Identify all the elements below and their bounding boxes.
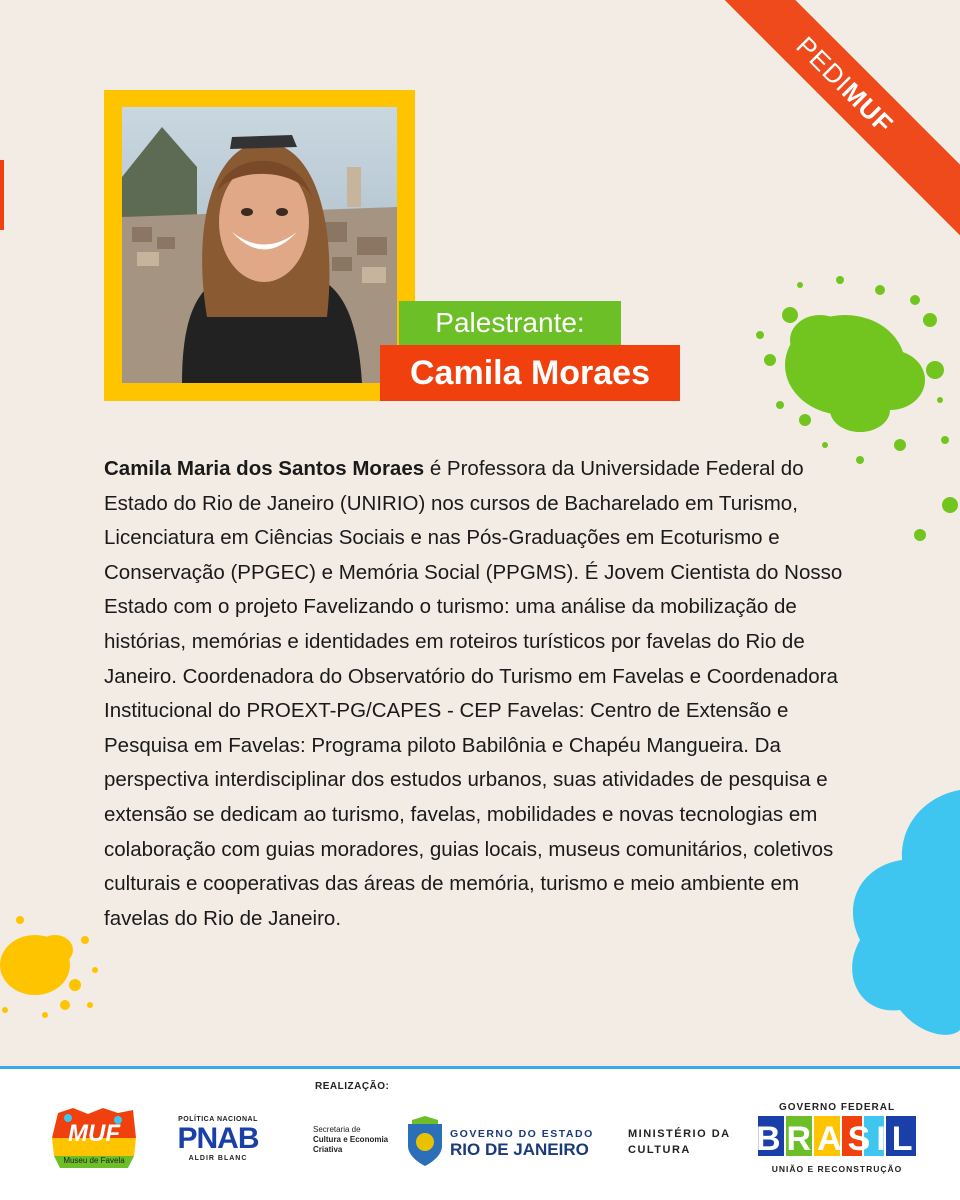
ribbon-suffix: MUF — [836, 76, 900, 140]
pnab-main-text: PNAB — [177, 1122, 259, 1155]
governo-federal-logo — [756, 1102, 918, 1182]
brasil-wordmark: BRASIL — [756, 1120, 919, 1158]
pedimuf-ribbon — [693, 0, 960, 237]
speaker-bio — [104, 452, 844, 936]
pnab-logo — [168, 1116, 268, 1170]
governo-federal-top: GOVERNO FEDERAL — [778, 1102, 896, 1113]
ministerio-line2: CULTURA — [628, 1144, 691, 1156]
muf-logo-subtext: Museu de Favela — [63, 1156, 125, 1165]
yellow-splash-decoration — [0, 900, 110, 1030]
secretaria-line2: Cultura e Economia — [313, 1135, 389, 1144]
speaker-name: Camila Moraes — [380, 345, 680, 401]
speaker-full-name: Camila Maria dos Santos Moraes — [104, 457, 425, 480]
secretaria-line3: Criativa — [313, 1145, 343, 1154]
governo-rj-line1: GOVERNO DO ESTADO — [450, 1128, 594, 1140]
secretaria-cultura-logo — [313, 1125, 403, 1155]
secretaria-line1: Secretaria de — [313, 1125, 361, 1134]
ribbon-prefix: PEDI — [790, 30, 858, 98]
muf-logo-text: MUF — [68, 1120, 120, 1147]
speaker-label: Palestrante: — [399, 301, 621, 345]
ministerio-cultura-logo — [628, 1126, 738, 1158]
speaker-bio-text: é Professora da Universidade Federal do Estado do Rio de Janeiro (UNIRIO) nos cursos de Bacharelado em Turismo, Licenciatura em Ciências Sociais e nas Pós-Graduações em Ecoturismo e Conservação (PPGEC) e Memória Social (PPGMS). É Jovem Cientista do Nosso Estado com o projeto Favelizando o turismo: uma análise da mobilização de histórias, memórias e identidades em roteiros turísticos por favelas do Rio de Janeiro. Coordenadora do Observatório do Turismo em Favelas e Coordenadora Institucional do PROEXT-PG/CAPES - CEP Favelas: Centro de Extensão e Pesquisa em Favelas: Programa piloto Babilônia e Chapéu Mangueira. Da perspectiva interdisciplinar dos estudos urbanos, suas atividades de pesquisa e extensão se dedicam ao turismo, favelas, mobilidades e novas tecnologias em colaboração com guias moradores, guias locais, museus comunitários, coletivos culturais e cooperativas das áreas de memória, turismo e meio ambiente em favelas do Rio de Janeiro. — [104, 457, 843, 930]
left-edge-accent — [0, 160, 4, 230]
rj-coat-of-arms-icon — [404, 1116, 446, 1168]
ministerio-line1: MINISTÉRIO DA — [628, 1128, 731, 1140]
muf-logo — [48, 1108, 140, 1172]
governo-rj-logo — [404, 1116, 604, 1168]
governo-rj-line2: RIO DE JANEIRO — [450, 1140, 589, 1159]
speaker-photo — [122, 107, 397, 383]
blue-flower-decoration — [840, 790, 960, 1040]
pnab-bottom-text: ALDIR BLANC — [188, 1155, 248, 1162]
realizacao-label: REALIZAÇÃO: — [315, 1081, 390, 1092]
pnab-top-text: POLÍTICA NACIONAL — [178, 1116, 258, 1123]
governo-federal-bottom: UNIÃO E RECONSTRUÇÃO — [771, 1164, 903, 1174]
